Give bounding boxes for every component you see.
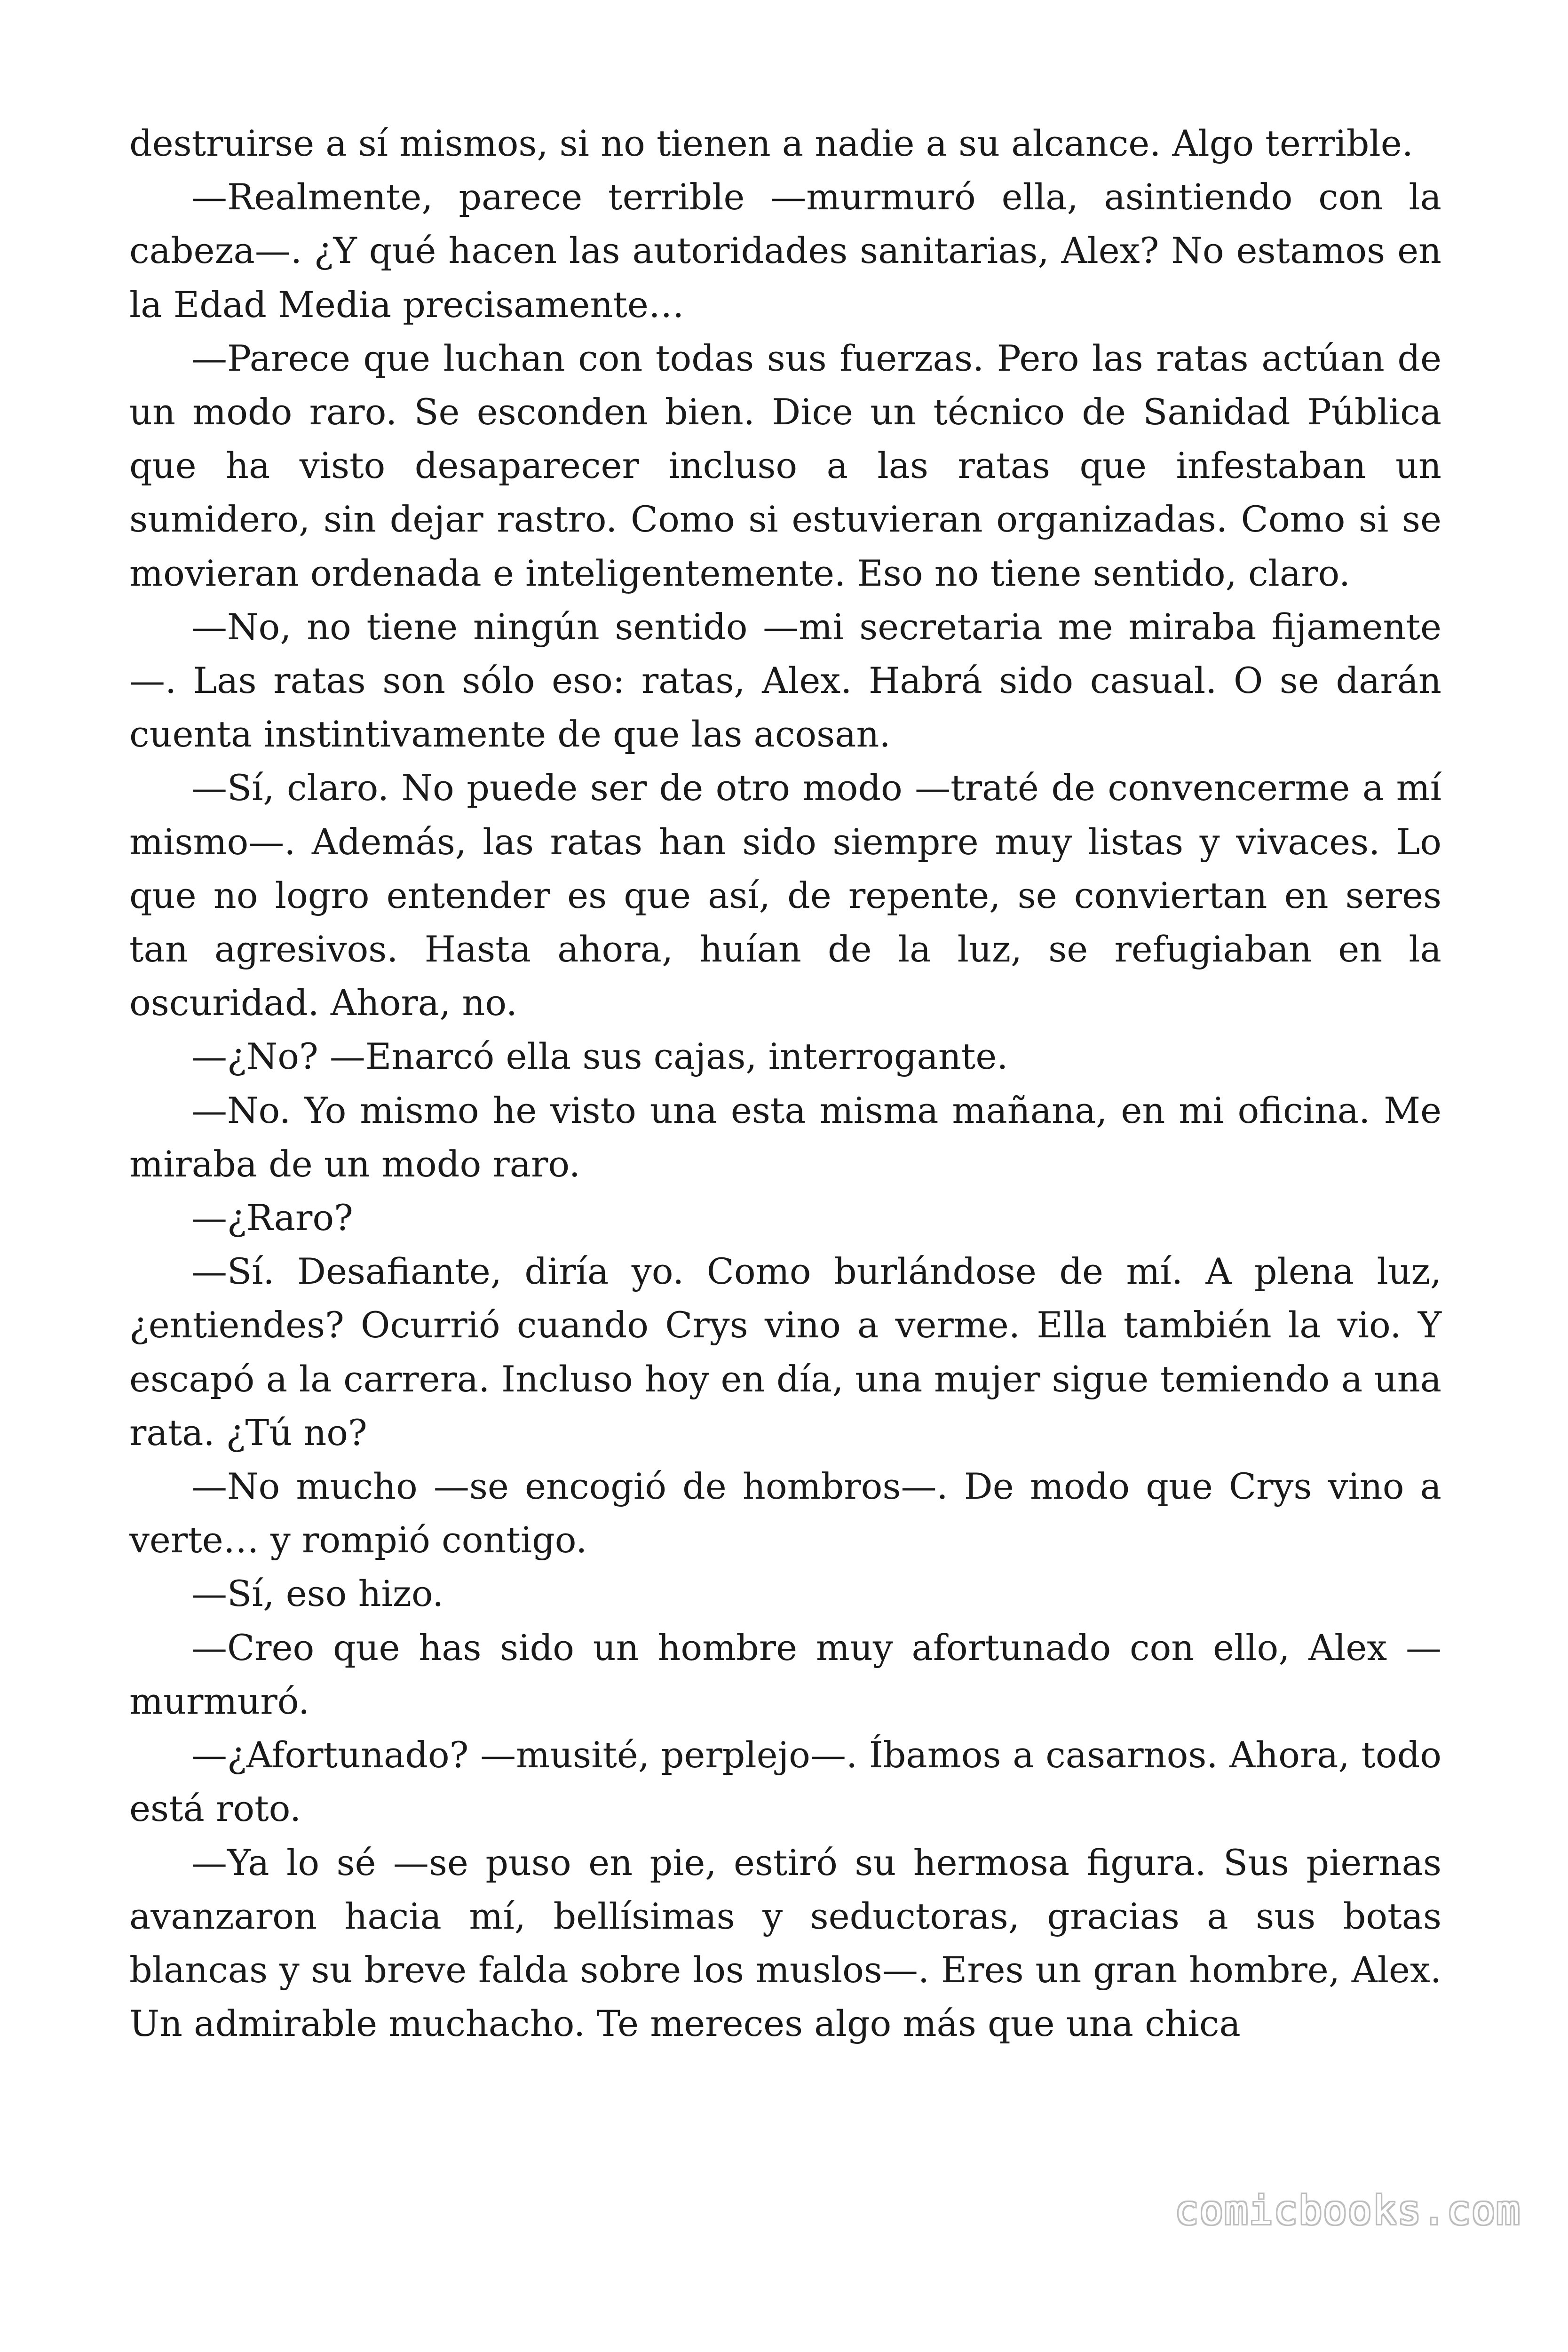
paragraph-7: —No. Yo mismo he visto una esta misma mañana, en mi oficina. Me miraba de un modo raro. — [129, 1089, 1441, 1185]
paragraph-4: —No, no tiene ningún sentido —mi secretaria me miraba fijamente—. Las ratas son sólo eso: ratas, Alex. Habrá sido casual. O se darán cuenta instintivamente de que las acosan. — [129, 605, 1441, 755]
paragraph-8: —¿Raro? — [191, 1197, 353, 1239]
watermark-logo: comicbooks.com — [1174, 2187, 1521, 2233]
page-body — [129, 117, 1441, 2050]
paragraph-1: destruirse a sí mismos, si no tienen a nadie a su alcance. Algo terrible. — [129, 122, 1413, 164]
paragraph-12: —Creo que has sido un hombre muy afortunado con ello, Alex —murmuró. — [129, 1626, 1441, 1722]
paragraph-9: —Sí. Desafiante, diría yo. Como burlándose de mí. A plena luz, ¿entiendes? Ocurrió cuando Crys vino a verme. Ella también la vio. Y escapó a la carrera. Incluso hoy en día, una mujer sigue temiendo a una rata. ¿Tú no? — [129, 1250, 1441, 1454]
paragraph-11: —Sí, eso hizo. — [191, 1573, 444, 1615]
paragraph-13: —¿Afortunado? —musité, perplejo—. Íbamos a casarnos. Ahora, todo está roto. — [129, 1734, 1441, 1830]
paragraph-10: —No mucho —se encogió de hombros—. De modo que Crys vino a verte… y rompió contigo. — [129, 1465, 1441, 1561]
paragraph-5: —Sí, claro. No puede ser de otro modo —traté de convencerme a mí mismo—. Además, las ratas han sido siempre muy listas y vivaces. Lo que no logro entender es que así, de repente, se conviertan en seres tan agresivos. Hasta ahora, huían de la luz, se refugiaban en la oscuridad. Ahora, no. — [129, 767, 1441, 1024]
paragraph-14: —Ya lo sé —se puso en pie, estiró su hermosa figura. Sus piernas avanzaron hacia mí, bellísimas y seductoras, gracias a sus botas blancas y su breve falda sobre los muslos—. Eres un gran hombre, Alex. Un admirable muchacho. Te mereces algo más que una chica — [129, 1841, 1441, 2045]
paragraph-6: —¿No? —Enarcó ella sus cajas, interrogante. — [191, 1035, 1008, 1078]
paragraph-2: —Realmente, parece terrible —murmuró ella, asintiendo con la cabeza—. ¿Y qué hacen las autoridades sanitarias, Alex? No estamos en la Edad Media precisamente… — [129, 176, 1441, 326]
paragraph-3: —Parece que luchan con todas sus fuerzas. Pero las ratas actúan de un modo raro. Se esconden bien. Dice un técnico de Sanidad Pública que ha visto desaparecer incluso a las ratas que infestaban un sumidero, sin dejar rastro. Como si estuvieran organizadas. Como si se movieran ordenada e inteligentemente. Eso no tiene sentido, claro. — [129, 337, 1441, 594]
